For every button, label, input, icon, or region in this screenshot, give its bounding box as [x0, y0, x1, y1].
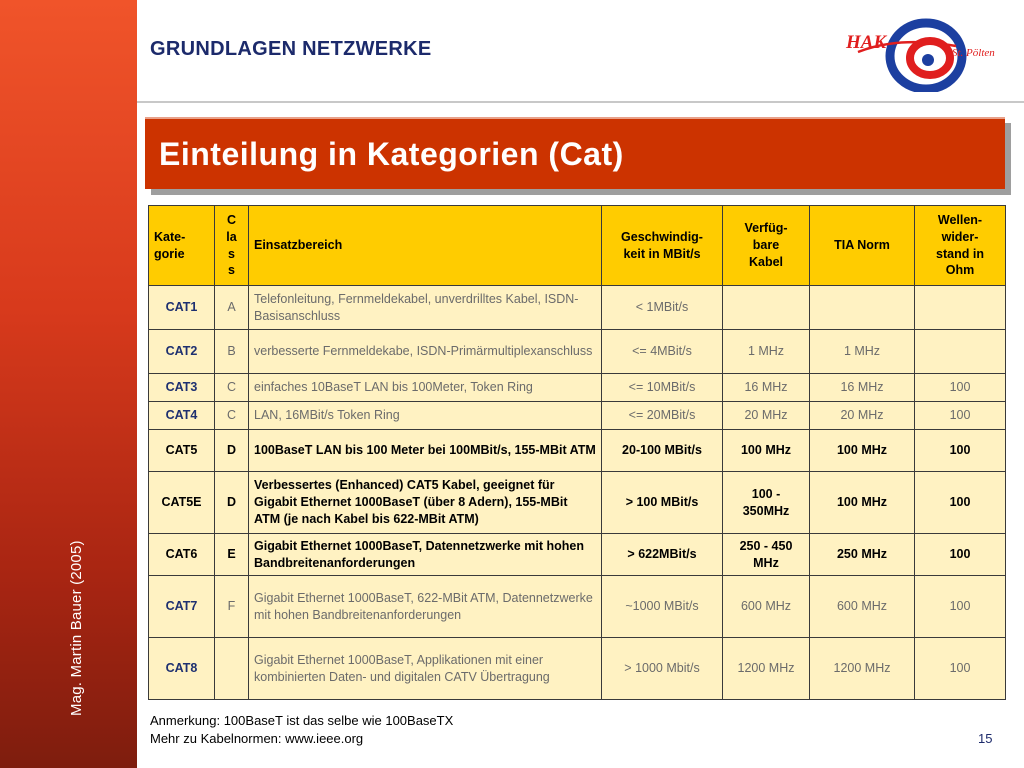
cell-ohm: 100 [915, 402, 1006, 430]
table-header-row [149, 206, 1006, 286]
cell-ohm [915, 286, 1006, 330]
cell-tia: 100 MHz [810, 430, 915, 472]
cell-speed: ~1000 MBit/s [602, 576, 723, 638]
cell-einsatzbereich: Gigabit Ethernet 1000BaseT, Datennetzwerke mit hohen Bandbreitenanforderungen [249, 534, 602, 576]
table-row [149, 330, 1006, 374]
cell-class: E [215, 534, 249, 576]
cell-ohm: 100 [915, 534, 1006, 576]
table-row [149, 472, 1006, 534]
logo-center-dot [922, 54, 934, 66]
cell-einsatzbereich: 100BaseT LAN bis 100 Meter bei 100MBit/s, 155-MBit ATM [249, 430, 602, 472]
cell-speed: <= 10MBit/s [602, 374, 723, 402]
hak-logo [838, 16, 1008, 92]
cell-cable: 100 - 350MHz [723, 472, 810, 534]
cell-ohm: 100 [915, 576, 1006, 638]
header-divider [137, 101, 1024, 103]
table-row [149, 576, 1006, 638]
cell-tia: 100 MHz [810, 472, 915, 534]
slide-title: Einteilung in Kategorien (Cat) [159, 135, 624, 172]
cell-tia: 1200 MHz [810, 638, 915, 700]
cell-kategorie: CAT1 [149, 286, 215, 330]
cell-speed: < 1MBit/s [602, 286, 723, 330]
cell-einsatzbereich: einfaches 10BaseT LAN bis 100Meter, Token Ring [249, 374, 602, 402]
cell-einsatzbereich: LAN, 16MBit/s Token Ring [249, 402, 602, 430]
page-number: 15 [978, 731, 993, 746]
cell-speed: <= 4MBit/s [602, 330, 723, 374]
cell-cable: 100 MHz [723, 430, 810, 472]
col-header-cable: Verfüg- bare Kabel [723, 206, 810, 286]
cell-speed: > 1000 Mbit/s [602, 638, 723, 700]
cell-speed: 20-100 MBit/s [602, 430, 723, 472]
cell-cable [723, 286, 810, 330]
col-header-speed: Geschwindig- keit in MBit/s [602, 206, 723, 286]
cell-class: D [215, 430, 249, 472]
logo-text-left: HAK [846, 32, 887, 53]
cell-ohm: 100 [915, 472, 1006, 534]
cell-cable: 16 MHz [723, 374, 810, 402]
author-credit: Mag. Martin Bauer (2005) [68, 540, 85, 716]
col-header-class: C la s s [215, 206, 249, 286]
logo-text-right: St. Pölten [952, 47, 995, 59]
cell-tia: 20 MHz [810, 402, 915, 430]
table-row [149, 534, 1006, 576]
cell-class: C [215, 402, 249, 430]
footnote-ieee: Mehr zu Kabelnormen: www.ieee.org [150, 731, 364, 746]
cell-class: F [215, 576, 249, 638]
cell-einsatzbereich: Gigabit Ethernet 1000BaseT, Applikationen mit einer kombinierten Daten- und digitalen CATV Übertragung [249, 638, 602, 700]
col-header-kategorie: Kate- gorie [149, 206, 215, 286]
header-title: GRUNDLAGEN NETZWERKE [150, 38, 432, 60]
cell-class: A [215, 286, 249, 330]
footnote-remark: Anmerkung: 100BaseT ist das selbe wie 100BaseTX [150, 713, 454, 728]
slide-title-box [145, 117, 1005, 189]
cell-kategorie: CAT7 [149, 576, 215, 638]
cell-einsatzbereich: Telefonleitung, Fernmeldekabel, unverdrilltes Kabel, ISDN-Basisanschluss [249, 286, 602, 330]
cell-tia: 600 MHz [810, 576, 915, 638]
cell-class: B [215, 330, 249, 374]
category-table [148, 205, 1006, 700]
col-header-einsatzbereich: Einsatzbereich [249, 206, 602, 286]
cell-speed: > 622MBit/s [602, 534, 723, 576]
table-row [149, 430, 1006, 472]
cell-einsatzbereich: Gigabit Ethernet 1000BaseT, 622-MBit ATM, Datennetzwerke mit hohen Bandbreitenanforderungen [249, 576, 602, 638]
cell-einsatzbereich: Verbessertes (Enhanced) CAT5 Kabel, geeignet für Gigabit Ethernet 1000BaseT (über 8 Adern), 155-MBit ATM (je nach Kabel bis 622-MBit ATM) [249, 472, 602, 534]
table-row [149, 374, 1006, 402]
cell-cable: 20 MHz [723, 402, 810, 430]
cell-tia: 1 MHz [810, 330, 915, 374]
cell-kategorie: CAT4 [149, 402, 215, 430]
cell-speed: > 100 MBit/s [602, 472, 723, 534]
table-row [149, 638, 1006, 700]
cell-kategorie: CAT5E [149, 472, 215, 534]
cell-ohm: 100 [915, 638, 1006, 700]
cell-tia [810, 286, 915, 330]
col-header-ohm: Wellen- wider- stand in Ohm [915, 206, 1006, 286]
cell-cable: 600 MHz [723, 576, 810, 638]
cell-kategorie: CAT8 [149, 638, 215, 700]
cell-kategorie: CAT2 [149, 330, 215, 374]
cell-speed: <= 20MBit/s [602, 402, 723, 430]
cell-einsatzbereich: verbesserte Fernmeldekabe, ISDN-Primärmultiplexanschluss [249, 330, 602, 374]
cell-cable: 1200 MHz [723, 638, 810, 700]
cell-tia: 16 MHz [810, 374, 915, 402]
col-header-tia: TIA Norm [810, 206, 915, 286]
cell-tia: 250 MHz [810, 534, 915, 576]
cell-cable: 1 MHz [723, 330, 810, 374]
cell-class [215, 638, 249, 700]
cell-cable: 250 - 450 MHz [723, 534, 810, 576]
table-row [149, 286, 1006, 330]
table-row [149, 402, 1006, 430]
cell-ohm [915, 330, 1006, 374]
cell-kategorie: CAT3 [149, 374, 215, 402]
cell-kategorie: CAT5 [149, 430, 215, 472]
cell-ohm: 100 [915, 430, 1006, 472]
cell-class: C [215, 374, 249, 402]
sidebar-band [0, 0, 137, 768]
cell-kategorie: CAT6 [149, 534, 215, 576]
cell-ohm: 100 [915, 374, 1006, 402]
cell-class: D [215, 472, 249, 534]
